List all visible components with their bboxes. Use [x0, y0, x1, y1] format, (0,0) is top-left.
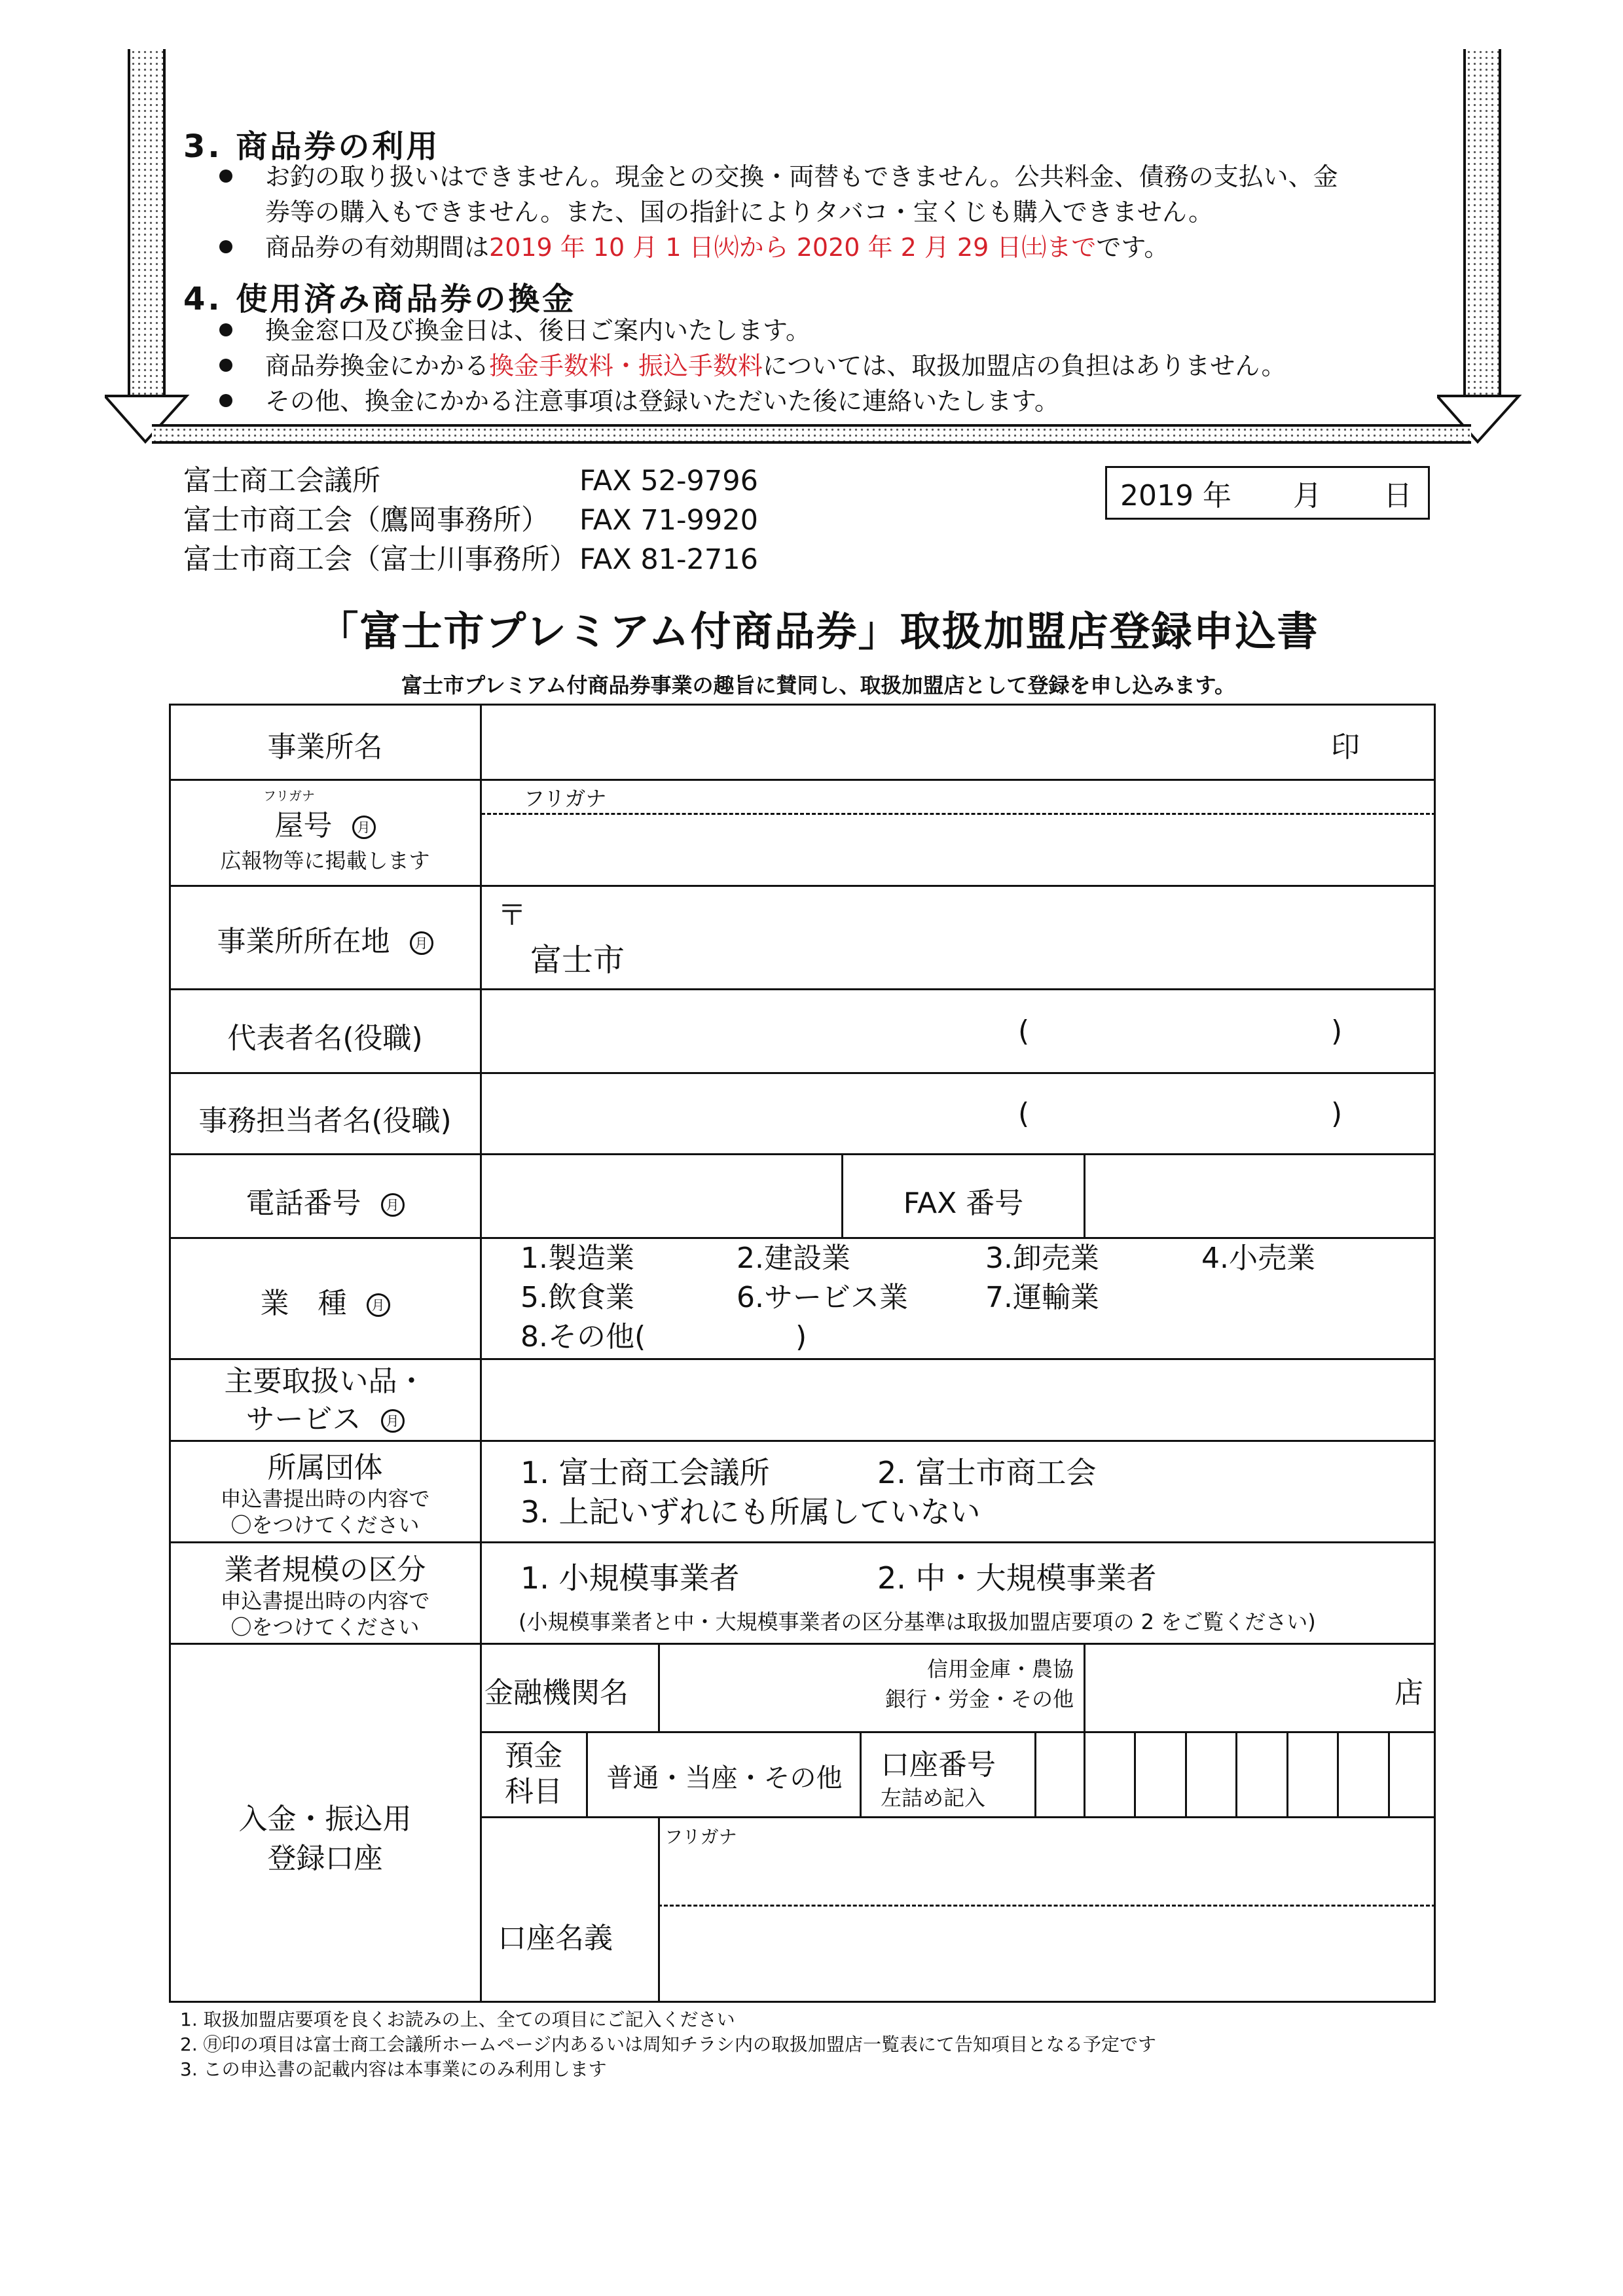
date-box[interactable] [1105, 466, 1430, 520]
notice-frame-left [128, 49, 166, 399]
staff-paren-open: ( [1018, 1097, 1030, 1130]
footnotes [180, 2007, 1156, 2082]
notice-frame-right [1463, 49, 1501, 399]
scale-opt-1[interactable]: 1. 小規模事業者 [520, 1560, 740, 1596]
org-opt-1[interactable]: 1. 富士商工会議所 [520, 1455, 770, 1490]
fax-label: FAX 番号 [903, 1187, 1024, 1220]
postal-mark: 〒 [498, 899, 526, 932]
announce-mark-icon: 月 [381, 1193, 405, 1217]
footnote-item: 1. 取扱加盟店要項を良くお読みの上、全ての項目にご記入ください [180, 2009, 735, 2030]
contact-item: 富士市商工会（鷹岡事務所） FAX 71-9920 [183, 504, 758, 537]
holder-label: 口座名義 [498, 1922, 613, 1955]
shop-name-label: 屋号 月 [170, 802, 480, 844]
account-number-label: 口座番号 [881, 1748, 996, 1782]
account-number-note: 左詰め記入 [881, 1785, 986, 1810]
shop-name-field[interactable] [482, 816, 1431, 884]
footnote-item: 2. ㊊印の項目は富士商工会議所ホームページ内あるいは周知チラシ内の取扱加盟店一覧表にて告知項目となる予定です [180, 2034, 1157, 2055]
office-name-label: 事業所名 [267, 730, 383, 764]
scale-options [520, 1554, 1157, 1598]
deposit-type-label: 預金 科目 [505, 1739, 562, 1808]
industry-options [520, 1239, 1315, 1357]
bullet-icon [219, 359, 232, 372]
shop-name-note: 広報物等に掲載します [220, 848, 430, 873]
org-opt-2[interactable]: 2. 富士市商工会 [877, 1455, 1097, 1490]
industry-other-close: ) [795, 1320, 807, 1354]
section3-bullet-2: 商品券の有効期間は2019 年 10 月 1 日㈫から 2020 年 2 月 29 日㈯までです。 [219, 230, 1169, 265]
announce-mark-icon: 月 [410, 931, 433, 955]
section4-bullets: 換金窓口及び換金日は、後日ご案内いたします。 商品券換金にかかる換金手数料・振込手数料については、取扱加盟店の負担はありません。 その他、換金にかかる注意事項は登録いただいた後に連絡いたします。 [219, 313, 1286, 419]
date-month: 月 [1292, 479, 1322, 512]
industry-opt-4[interactable]: 4.小売業 [1201, 1242, 1315, 1275]
industry-opt-1[interactable]: 1.製造業 [520, 1242, 634, 1275]
scale-criteria-note: (小規模事業者と中・大規模事業者の区分基準は取扱加盟店要項の 2 をご覧ください) [519, 1609, 1316, 1634]
contact-list [183, 461, 758, 579]
contact-item: 富士商工会議所 FAX 52-9796 [183, 465, 758, 497]
industry-opt-8[interactable]: 8.その他( [520, 1320, 646, 1354]
rep-paren-open: ( [1018, 1014, 1030, 1048]
bullet-icon [219, 394, 232, 407]
scale-opt-2[interactable]: 2. 中・大規模事業者 [877, 1560, 1157, 1596]
section4-title: 4. 使用済み商品券の換金 [183, 281, 577, 317]
announce-mark-icon: 月 [367, 1293, 390, 1317]
furigana-label: フリガナ [524, 786, 607, 811]
section3-bullet-1: お釣の取り扱いはできません。現金との交換・両替もできません。公共料金、債務の支払い、金 券等の購入もできません。また、国の指針によりタバコ・宝くじも購入できません。 [219, 159, 1463, 230]
org-options [520, 1453, 1097, 1532]
address-city: 富士市 [530, 942, 625, 978]
address-label: 事業所所在地 月 [170, 918, 480, 960]
industry-opt-2[interactable]: 2.建設業 [737, 1242, 850, 1275]
holder-furigana-label: フリガナ [665, 1826, 737, 1848]
industry-opt-7[interactable]: 7.運輸業 [985, 1281, 1099, 1314]
bank-types: 信用金庫・農協 銀行・労金・その他 [884, 1657, 1074, 1712]
page-title: 「富士市プレミアム付商品券」取扱加盟店登録申込書 [318, 607, 1319, 655]
branch-suffix: 店 [1395, 1676, 1423, 1710]
page-subtitle: 富士市プレミアム付商品券事業の趣旨に賛同し、取扱加盟店として登録を申し込みます。 [401, 673, 1235, 698]
representative-label: 代表者名(役職) [227, 1022, 423, 1055]
date-year: 2019 年 [1120, 479, 1231, 512]
seal-mark: 印 [1331, 730, 1360, 764]
staff-paren-close: ) [1331, 1097, 1343, 1130]
staff-label: 事務担当者名(役職) [198, 1104, 452, 1138]
notice-frame-bottom [152, 424, 1471, 444]
rep-paren-close: ) [1331, 1014, 1343, 1048]
industry-opt-3[interactable]: 3.卸売業 [985, 1242, 1099, 1275]
goods-label: 主要取扱い品・ サービス 月 [224, 1365, 426, 1436]
scale-label: 業者規模の区分 申込書提出時の内容で 〇をつけてください [220, 1553, 430, 1640]
bank-section-label: 入金・振込用 登録口座 [238, 1803, 412, 1875]
org-label: 所属団体 申込書提出時の内容で 〇をつけてください [220, 1451, 430, 1537]
phone-label: 電話番号 月 [170, 1179, 480, 1221]
bank-name-label: 金融機関名 [484, 1676, 629, 1710]
industry-opt-6[interactable]: 6.サービス業 [737, 1281, 908, 1314]
bullet-icon [219, 240, 232, 253]
deposit-types[interactable]: 普通・当座・その他 [606, 1763, 843, 1793]
announce-mark-icon: 月 [352, 816, 376, 839]
date-day: 日 [1383, 479, 1412, 512]
industry-label: 業 種 月 [170, 1280, 480, 1321]
section3-title: 3. 商品券の利用 [183, 128, 441, 165]
bullet-icon [219, 323, 232, 336]
org-opt-3[interactable]: 3. 上記いずれにも所属していない [520, 1494, 981, 1530]
contact-item: 富士市商工会（富士川事務所）FAX 81-2716 [183, 543, 758, 576]
industry-opt-5[interactable]: 5.飲食業 [520, 1281, 634, 1314]
shop-name-furigana-small: フリガナ [263, 788, 315, 804]
announce-mark-icon: 月 [381, 1409, 405, 1433]
office-name-field[interactable] [482, 706, 1431, 778]
footnote-item: 3. この申込書の記載内容は本事業にのみ利用します [180, 2058, 607, 2080]
bullet-icon [219, 170, 232, 183]
